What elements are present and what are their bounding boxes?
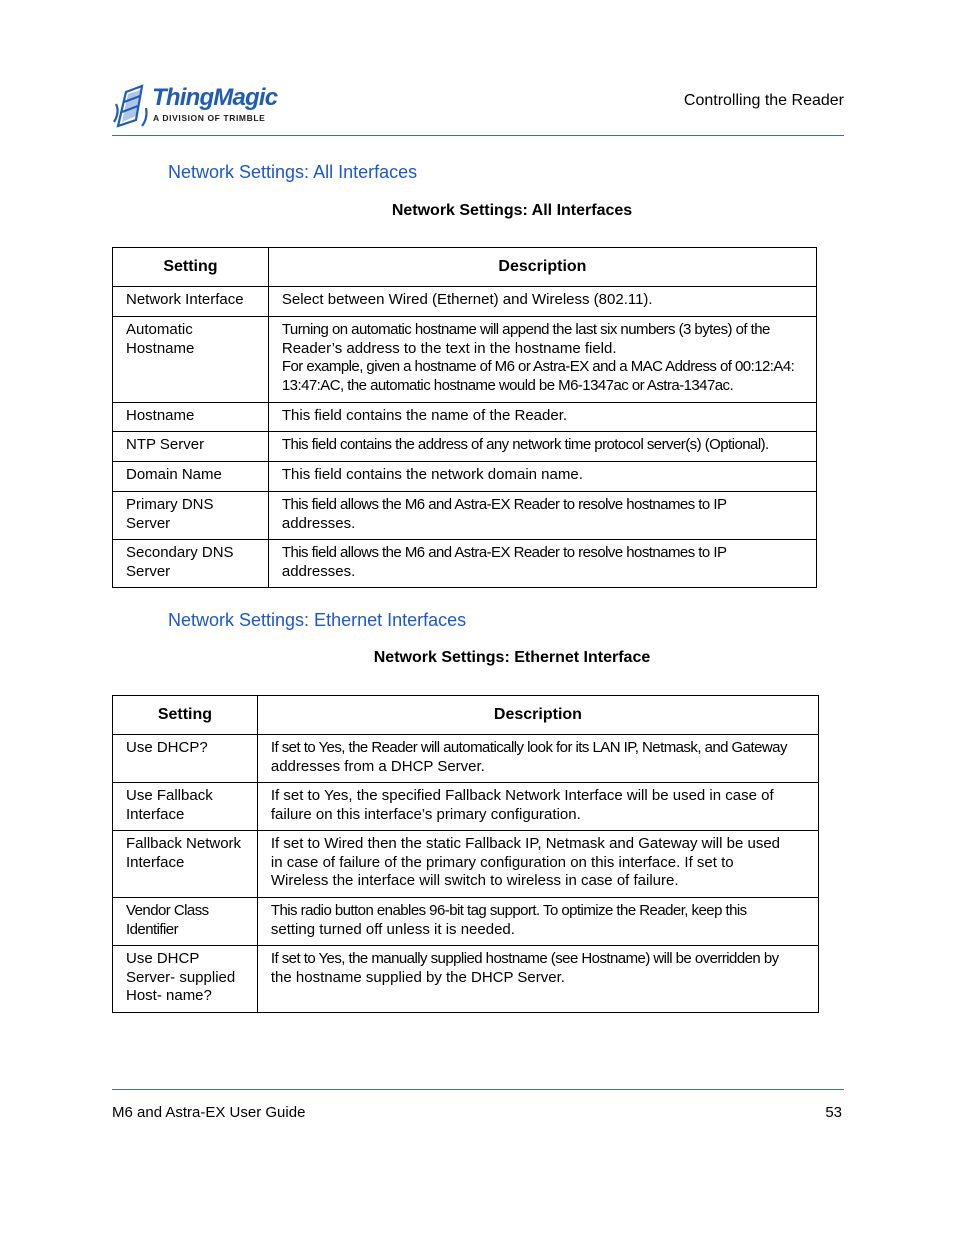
ethernet-interface-table (112, 695, 819, 1013)
description-cell: failure on this interface’s primary configuration. (270, 805, 581, 823)
description-cell: If set to Yes, the specified Fallback Network Interface will be used in case of (270, 787, 774, 804)
table-header-row (113, 696, 819, 735)
description-cell: This radio button enables 96-bit tag support. To optimize the Reader, keep this (270, 902, 747, 919)
column-header-setting: Setting (113, 696, 258, 735)
setting-cell: Domain Name (126, 466, 222, 483)
table-row (113, 735, 819, 783)
table-header-row (113, 248, 817, 287)
setting-cell: NTP Server (126, 436, 205, 453)
description-cell: This field allows the M6 and Astra-EX Reader to resolve hostnames to IP (281, 496, 727, 513)
description-cell: For example, given a hostname of M6 or Astra-EX and a MAC Address of 00:12:A4: (281, 358, 795, 375)
page-footer (112, 1089, 844, 1121)
description-cell: This field allows the M6 and Astra-EX Reader to resolve hostnames to IP (281, 544, 727, 561)
setting-cell: Server- supplied (126, 968, 236, 986)
setting-cell: Primary DNS (126, 496, 214, 513)
setting-cell: Server (126, 514, 171, 532)
table-row (113, 317, 817, 403)
description-cell: This field contains the network domain name. (281, 466, 583, 483)
column-header-description: Description (268, 248, 816, 287)
section-heading-all-interfaces: Network Settings: All Interfaces (168, 162, 418, 182)
chapter-title: Controlling the Reader (683, 92, 844, 109)
description-cell: If set to Wired then the static Fallback IP, Netmask and Gateway will be used (270, 835, 781, 852)
setting-cell: Hostname (126, 339, 195, 357)
page-header (112, 76, 844, 136)
section-heading-ethernet-interfaces: Network Settings: Ethernet Interfaces (168, 610, 467, 630)
setting-cell: Interface (126, 853, 185, 871)
setting-cell: Network Interface (126, 291, 244, 308)
table-row (113, 831, 819, 898)
description-cell: 13:47:AC, the automatic hostname would be M6-1347ac or Astra-1347ac. (281, 376, 734, 394)
table-row (113, 783, 819, 831)
logo-tagline: A DIVISION OF TRIMBLE (153, 113, 266, 123)
thingmagic-logo (112, 80, 282, 132)
description-cell: addresses from a DHCP Server. (270, 757, 485, 775)
setting-cell: Use DHCP (126, 950, 200, 967)
description-cell: Reader’s address to the text in the hostname field. (281, 339, 617, 357)
all-interfaces-table (112, 247, 817, 588)
table-row (113, 432, 817, 462)
table-row (113, 462, 817, 492)
setting-cell: Hostname (126, 407, 195, 424)
description-cell: This field contains the address of any network time protocol server(s) (Optional). (281, 436, 769, 453)
table-row (113, 492, 817, 540)
description-cell: addresses. (281, 562, 356, 580)
description-cell: This field contains the name of the Reader. (281, 407, 568, 424)
setting-cell: Secondary DNS (126, 544, 234, 561)
table-row (113, 946, 819, 1013)
table-row (113, 540, 817, 588)
logo-mark-icon (112, 82, 152, 132)
column-header-description: Description (257, 696, 818, 735)
setting-cell: Use Fallback (126, 787, 213, 804)
description-cell: setting turned off unless it is needed. (270, 920, 515, 938)
page-number: 53 (825, 1104, 842, 1121)
description-cell: If set to Yes, the Reader will automatically look for its LAN IP, Netmask, and Gateway (270, 739, 787, 756)
table-row (113, 287, 817, 317)
column-header-setting: Setting (113, 248, 269, 287)
table-row (113, 403, 817, 432)
setting-cell: Server (126, 562, 171, 580)
setting-cell: Vendor Class (126, 902, 209, 919)
logo-wordmark: ThingMagic (152, 84, 278, 111)
description-cell: Select between Wired (Ethernet) and Wireless (802.11). (281, 291, 653, 308)
description-cell: in case of failure of the primary configuration on this interface. If set to (270, 853, 734, 871)
setting-cell: Fallback Network (126, 835, 242, 852)
footer-document-title: M6 and Astra-EX User Guide (112, 1104, 306, 1121)
table-caption-all-interfaces: Network Settings: All Interfaces (391, 202, 633, 219)
table-row (113, 898, 819, 946)
setting-cell: Use DHCP? (126, 739, 208, 756)
setting-cell: Host- name? (126, 987, 212, 1004)
description-cell: If set to Yes, the manually supplied hostname (see Hostname) will be overridden by (270, 950, 779, 967)
description-cell: Wireless the interface will switch to wireless in case of failure. (270, 872, 679, 889)
description-cell: addresses. (281, 514, 356, 532)
description-cell: the hostname supplied by the DHCP Server. (270, 968, 565, 986)
setting-cell: Automatic (126, 321, 193, 338)
description-cell: Turning on automatic hostname will append the last six numbers (3 bytes) of the (281, 321, 770, 338)
table-caption-ethernet-interface: Network Settings: Ethernet Interface (373, 649, 651, 666)
setting-cell: Interface (126, 805, 185, 823)
setting-cell: Identifier (126, 920, 179, 938)
